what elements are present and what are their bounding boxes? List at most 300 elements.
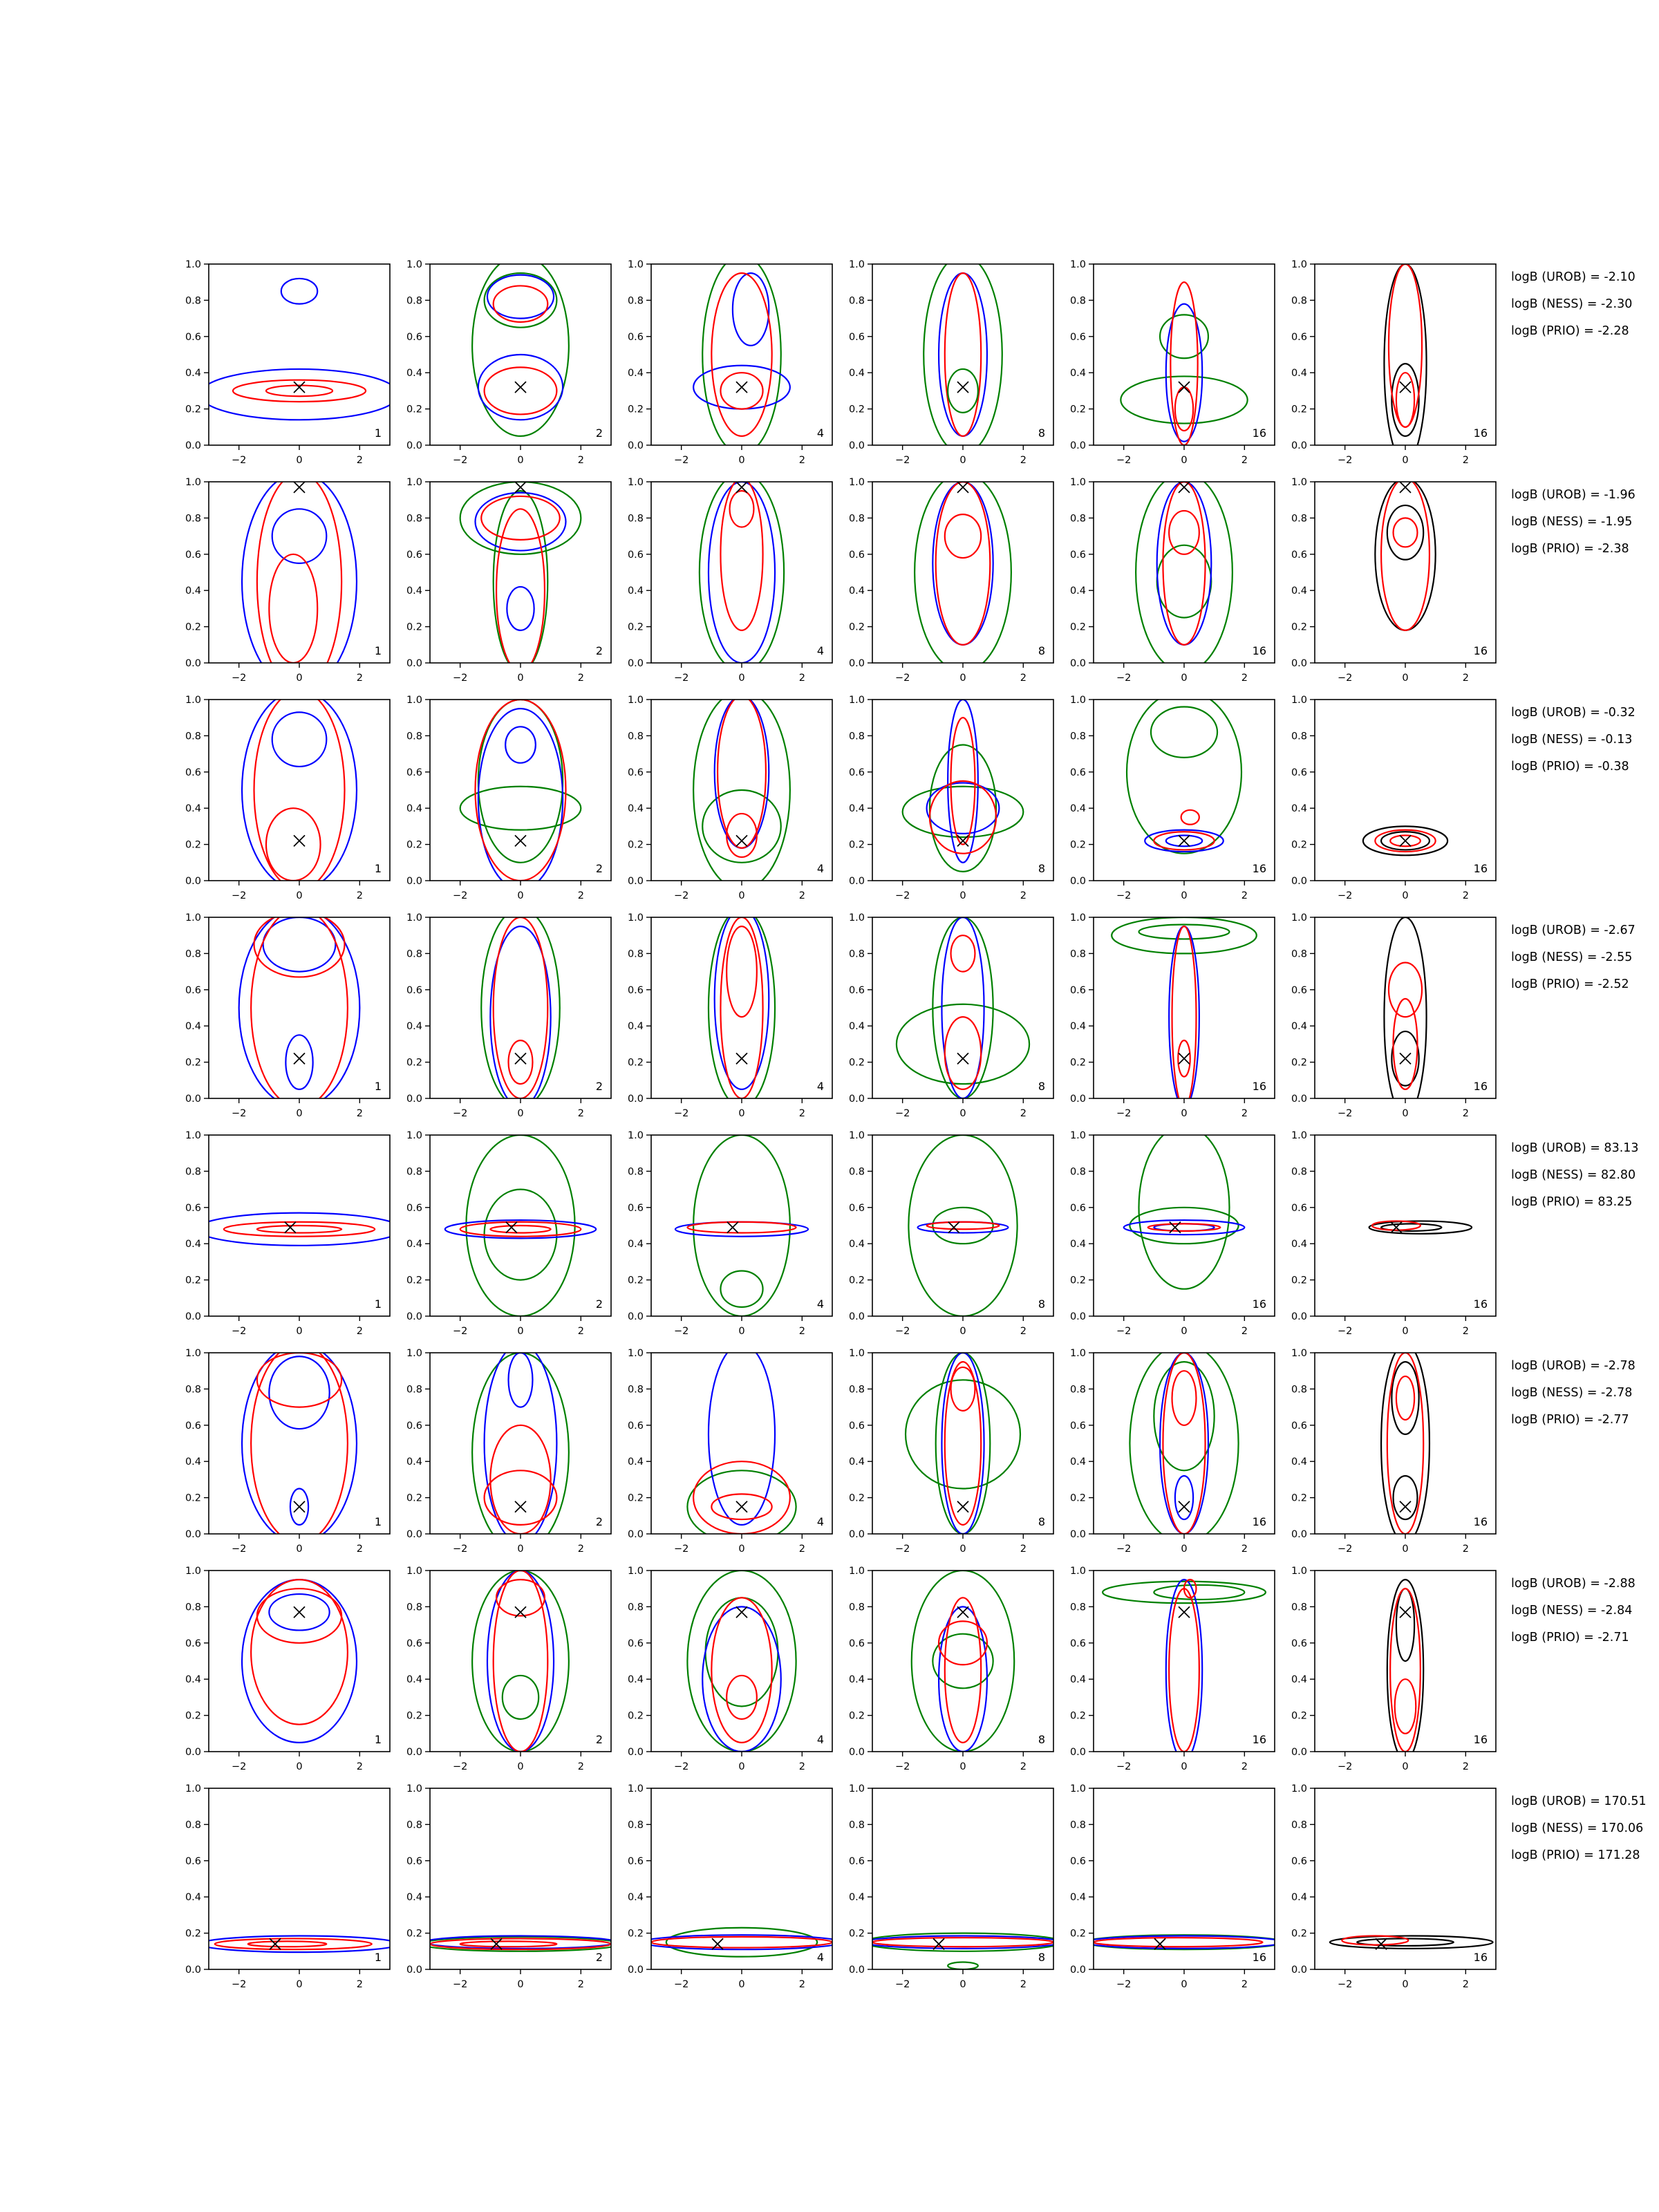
y-tick-label: 0.2 [1291,1057,1307,1069]
y-tick-label: 0.8 [848,295,865,307]
y-tick-label: 0.6 [1291,1420,1307,1432]
logB-text: logB (NESS) = -0.13 [1511,733,1633,747]
y-tick-label: 1.0 [185,1566,201,1577]
axes-frame [872,264,1053,445]
truth-marker [294,1501,305,1512]
y-tick-label: 0.2 [185,1492,201,1504]
contour-red [1389,264,1422,427]
y-tick-label: 1.0 [848,1566,865,1577]
y-tick-label: 0.4 [848,1239,865,1250]
contour-group [197,1213,402,1246]
logB-text: logB (UROB) = -2.88 [1511,1577,1635,1591]
y-tick-label: 0.4 [848,585,865,597]
contour-group [642,1928,841,1957]
y-tick-label: 1.0 [848,1783,865,1794]
x-tick-label: −2 [673,1108,689,1119]
x-tick-label: 2 [1241,455,1248,466]
contour-blue [1166,1580,1202,1761]
x-tick-label: −2 [673,673,689,684]
contour-green [472,255,569,436]
contour-red [945,1017,981,1089]
y-tick-label: 0.6 [185,767,201,778]
logB-text: logB (NESS) = -2.55 [1511,950,1633,964]
contour-red [720,917,762,1098]
x-tick-label: 2 [356,455,363,466]
y-tick-label: 0.0 [1069,658,1086,669]
contour-red [509,1040,533,1084]
y-tick-label: 0.8 [406,948,422,960]
x-tick-label: 0 [517,890,524,901]
contour-group [1103,1580,1266,1761]
y-tick-label: 0.6 [1291,1638,1307,1649]
contour-black [1394,1476,1418,1519]
y-tick-label: 0.8 [848,1819,865,1831]
contour-group [1085,1935,1284,1949]
panel-r8-c6 [1291,1783,1496,1990]
axes-frame [1315,264,1496,445]
contour-red [872,1938,1053,1947]
panel-number-label: 2 [595,1515,603,1528]
x-tick-label: 2 [577,1761,584,1772]
contour-group [863,1933,1062,1969]
y-tick-label: 0.4 [1069,1456,1086,1468]
contour-green [908,1135,1017,1316]
truth-marker [515,382,526,393]
x-tick-label: 0 [1181,1979,1188,1990]
contour-red [251,1580,348,1725]
y-tick-label: 0.4 [1291,585,1307,597]
contour-red [496,509,545,672]
panel-r3-c2 [406,695,611,901]
contour-red [1181,810,1199,825]
y-tick-label: 0.6 [1069,984,1086,996]
truth-marker [957,1501,968,1512]
axes-frame [651,917,832,1098]
contour-black [1375,478,1435,630]
y-tick-label: 0.4 [627,368,644,379]
contour-blue [200,369,399,420]
y-tick-label: 0.2 [185,839,201,851]
y-tick-label: 0.0 [406,1094,422,1105]
panel-number-label: 8 [1038,427,1045,440]
panel-number-label: 1 [374,644,382,657]
x-tick-label: −2 [1337,455,1353,466]
x-tick-label: −2 [1337,673,1353,684]
y-tick-label: 0.0 [1069,1965,1086,1976]
panel-r7-c6 [1291,1566,1496,1772]
y-tick-label: 0.0 [185,658,201,669]
x-tick-label: −2 [1116,673,1132,684]
y-tick-label: 1.0 [406,259,422,270]
contour-green [702,790,781,863]
panel-number-label: 1 [374,1080,382,1093]
y-tick-label: 0.8 [1291,1384,1307,1396]
y-tick-label: 0.6 [1069,331,1086,343]
logB-text-group [1511,1794,1647,1862]
x-tick-label: −2 [1337,1761,1353,1772]
panel-number-label: 16 [1473,862,1488,875]
panel-r6-c5 [1070,1344,1275,1555]
logB-text: logB (UROB) = -2.10 [1511,270,1635,284]
y-tick-label: 0.8 [1291,1602,1307,1613]
axes-frame [872,1135,1053,1316]
y-tick-label: 0.8 [848,731,865,742]
logB-text: logB (PRIO) = -2.28 [1511,324,1629,338]
contour-group [460,700,581,890]
panel-number-label: 2 [595,1951,603,1964]
panel-number-label: 16 [1473,1951,1488,1964]
y-tick-label: 0.4 [406,368,422,379]
logB-text-group [1511,1141,1639,1209]
x-tick-label: −2 [452,455,468,466]
panel-r5-c3 [628,1130,832,1337]
contour-blue [197,1213,402,1246]
x-tick-label: −2 [894,890,910,901]
y-tick-label: 0.8 [1069,948,1086,960]
y-tick-label: 0.8 [1069,1384,1086,1396]
x-tick-label: 0 [1181,1544,1188,1555]
y-tick-label: 0.8 [185,295,201,307]
x-tick-label: −2 [231,1761,247,1772]
y-tick-label: 0.8 [1069,1166,1086,1178]
x-tick-label: 2 [1462,1761,1469,1772]
y-tick-label: 1.0 [406,477,422,488]
x-tick-label: 0 [296,1979,303,1990]
y-tick-label: 0.6 [627,1420,644,1432]
contour-red [727,814,757,857]
x-tick-label: −2 [1337,1108,1353,1119]
panel-r4-c4 [849,912,1053,1119]
x-tick-label: 2 [1241,1979,1248,1990]
x-tick-label: −2 [452,1108,468,1119]
y-tick-label: 0.0 [848,658,865,669]
y-tick-label: 0.0 [848,1094,865,1105]
contour-blue [505,727,536,762]
y-tick-label: 0.4 [406,1239,422,1250]
logB-text: logB (PRIO) = 83.25 [1511,1195,1633,1209]
axes-frame [1094,1788,1275,1969]
panel-r7-c1 [185,1566,390,1772]
contour-red [215,1938,372,1949]
x-tick-label: 2 [577,890,584,901]
panel-number-label: 8 [1038,1297,1045,1311]
logB-text: logB (NESS) = 82.80 [1511,1168,1636,1182]
y-tick-label: 0.2 [1069,621,1086,633]
panel-r6-c4 [849,1348,1053,1555]
truth-marker [1400,1606,1411,1618]
contour-green [485,1190,557,1280]
contour-group [1112,917,1257,1107]
y-tick-label: 1.0 [1069,695,1086,706]
y-tick-label: 0.8 [848,1166,865,1178]
contour-blue [927,783,1000,834]
x-tick-label: 0 [1181,890,1188,901]
contour-red [651,1937,832,1948]
contour-group [1384,917,1426,1116]
y-tick-label: 0.4 [185,1021,201,1033]
truth-marker [736,1053,747,1064]
x-tick-label: −2 [1116,1326,1132,1337]
panel-number-label: 16 [1252,1515,1266,1528]
y-tick-label: 1.0 [627,1566,644,1577]
y-tick-label: 1.0 [406,1130,422,1141]
logB-text-group [1511,706,1635,774]
logB-text: logB (UROB) = -2.67 [1511,924,1635,937]
y-tick-label: 0.4 [627,803,644,815]
y-tick-label: 0.8 [1291,513,1307,525]
x-tick-label: −2 [231,890,247,901]
panel-r6-c6 [1291,1344,1496,1555]
contour-red [254,691,345,890]
x-tick-label: −2 [1116,1108,1132,1119]
contour-red [951,1367,975,1411]
contour-red [930,781,996,854]
y-tick-label: 0.6 [627,1855,644,1867]
contour-red [481,496,560,540]
y-tick-label: 1.0 [406,1348,422,1359]
logB-text: logB (NESS) = -1.95 [1511,515,1633,529]
contour-group [1384,264,1426,463]
y-tick-label: 0.8 [406,731,422,742]
contour-red [460,1222,581,1237]
x-tick-label: 2 [1241,673,1248,684]
y-tick-label: 0.8 [627,295,644,307]
truth-marker [294,482,305,493]
panel-number-label: 4 [816,862,824,875]
panel-number-label: 4 [816,644,824,657]
y-tick-label: 0.0 [185,1094,201,1105]
contour-black [1396,1588,1414,1661]
contour-red [1390,1588,1421,1752]
x-tick-label: 2 [356,890,363,901]
axes-frame [1094,1571,1275,1752]
panel-number-label: 2 [595,427,603,440]
logB-text: logB (PRIO) = 171.28 [1511,1848,1640,1862]
y-tick-label: 1.0 [627,1348,644,1359]
x-tick-label: 2 [1241,1761,1248,1772]
contour-green [1154,1585,1244,1600]
x-tick-label: −2 [452,1544,468,1555]
y-tick-label: 0.0 [406,440,422,451]
truth-marker [515,1501,526,1512]
panel-number-label: 16 [1252,1951,1266,1964]
truth-marker [1400,1501,1411,1512]
x-tick-label: 2 [577,455,584,466]
y-tick-label: 0.4 [1069,1239,1086,1250]
logB-text-group [1511,488,1635,556]
x-tick-label: 0 [296,455,303,466]
x-tick-label: 0 [296,673,303,684]
x-tick-label: 2 [1020,1979,1027,1990]
y-tick-label: 0.6 [1069,1420,1086,1432]
contour-group [709,908,775,1107]
y-tick-label: 0.0 [1069,876,1086,887]
contour-red [490,1425,550,1534]
y-tick-label: 0.2 [848,621,865,633]
truth-marker [1400,382,1411,393]
panel-r2-c2 [406,477,611,684]
contour-green [700,473,784,672]
panel-number-label: 4 [816,1515,824,1528]
y-tick-label: 1.0 [185,912,201,924]
contour-blue [939,1606,987,1752]
panel-r1-c6 [1291,259,1496,466]
contour-green [1121,376,1247,423]
x-tick-label: −2 [894,455,910,466]
panel-r1-c4 [849,255,1053,466]
y-tick-label: 0.6 [1069,1202,1086,1214]
panel-number-label: 16 [1473,644,1488,657]
panel-number-label: 1 [374,1733,382,1746]
y-tick-label: 0.0 [848,1529,865,1540]
x-tick-label: −2 [894,1108,910,1119]
y-tick-label: 0.8 [1069,1602,1086,1613]
contour-red [1148,1224,1221,1230]
y-tick-label: 0.2 [1291,404,1307,415]
logB-text: logB (NESS) = -2.78 [1511,1386,1633,1400]
logB-text: logB (PRIO) = -2.77 [1511,1413,1629,1427]
y-tick-label: 1.0 [627,477,644,488]
y-tick-label: 1.0 [1069,1348,1086,1359]
y-tick-label: 0.4 [627,1892,644,1904]
contour-green [472,1353,569,1552]
y-tick-label: 0.2 [1069,404,1086,415]
axes-frame [430,1788,611,1969]
contour-green [906,1380,1020,1488]
contour-group [915,473,1011,672]
truth-marker [506,1222,517,1233]
y-tick-label: 0.2 [1069,1492,1086,1504]
y-tick-label: 0.6 [406,767,422,778]
contour-group [903,700,1024,872]
truth-marker [1179,1606,1190,1618]
contour-blue [715,696,769,848]
panel-r5-c4 [849,1130,1053,1337]
truth-marker [736,835,747,846]
x-tick-label: −2 [1337,1326,1353,1337]
y-tick-label: 0.0 [627,440,644,451]
y-tick-label: 1.0 [1291,1130,1307,1141]
panel-r7-c2 [406,1566,611,1772]
panel-number-label: 8 [1038,862,1045,875]
contour-red [718,696,766,848]
x-tick-label: 2 [1462,890,1469,901]
y-tick-label: 0.0 [848,1965,865,1976]
contour-green [932,1208,993,1244]
truth-marker [948,1222,959,1233]
x-tick-label: 0 [1181,673,1188,684]
y-tick-label: 1.0 [1291,1566,1307,1577]
y-tick-label: 0.4 [185,585,201,597]
y-tick-label: 0.2 [848,1710,865,1722]
x-tick-label: −2 [231,673,247,684]
contour-green [693,1135,790,1316]
contour-red [496,1580,545,1615]
y-tick-label: 0.6 [848,1638,865,1649]
y-tick-label: 0.8 [848,513,865,525]
y-tick-label: 0.4 [1069,1892,1086,1904]
x-tick-label: 2 [1462,1326,1469,1337]
y-tick-label: 0.0 [627,1965,644,1976]
logB-text-group [1511,1577,1635,1644]
y-tick-label: 0.0 [1291,1747,1307,1758]
contour-green [1136,473,1232,672]
panel-number-label: 16 [1252,1733,1266,1746]
y-tick-label: 0.6 [848,549,865,561]
x-tick-label: −2 [452,1326,468,1337]
x-tick-label: 0 [517,1761,524,1772]
x-tick-label: 0 [1402,455,1409,466]
y-tick-label: 0.2 [627,1710,644,1722]
y-tick-label: 0.8 [185,1166,201,1178]
contour-red [485,367,557,414]
contour-red [945,514,981,558]
y-tick-label: 0.4 [627,1674,644,1686]
contour-blue [709,482,775,663]
panel-r6-c3 [628,1344,832,1555]
contour-blue [263,917,336,972]
y-tick-label: 0.6 [185,1855,201,1867]
contour-red [945,273,981,436]
panel-number-label: 4 [816,1951,824,1964]
y-tick-label: 0.6 [627,767,644,778]
contour-red [1169,511,1199,554]
y-tick-label: 0.4 [406,1456,422,1468]
contour-red [233,380,366,402]
contour-red [460,1941,557,1947]
panel-r8-c5 [1070,1783,1284,1990]
y-tick-label: 0.4 [627,1021,644,1033]
contour-green [478,700,563,863]
panel-r1-c1 [185,259,399,466]
y-tick-label: 1.0 [848,1130,865,1141]
x-tick-label: 0 [1402,1108,1409,1119]
x-tick-label: 0 [1402,673,1409,684]
contour-red [257,1353,341,1407]
panel-number-label: 8 [1038,644,1045,657]
y-tick-label: 1.0 [627,1130,644,1141]
panel-r5-c1 [185,1130,402,1337]
y-tick-label: 0.2 [627,404,644,415]
x-tick-label: 2 [1020,1761,1027,1772]
panel-r3-c4 [849,695,1053,901]
y-tick-label: 1.0 [1069,477,1086,488]
x-tick-label: 2 [1020,1544,1027,1555]
contour-blue [242,473,357,690]
panel-number-label: 16 [1473,427,1488,440]
x-tick-label: 2 [356,673,363,684]
x-tick-label: 0 [517,1544,524,1555]
y-tick-label: 0.6 [1291,549,1307,561]
y-tick-label: 0.2 [185,1928,201,1940]
y-tick-label: 0.8 [1069,295,1086,307]
y-tick-label: 1.0 [627,695,644,706]
x-tick-label: 0 [959,455,966,466]
x-tick-label: −2 [452,1761,468,1772]
y-tick-label: 0.8 [406,1384,422,1396]
panel-r2-c3 [628,473,832,684]
axes-frame [1315,482,1496,663]
panel-r6-c1 [185,1344,390,1555]
contour-blue [272,712,327,767]
contour-black [1330,1936,1493,1949]
y-tick-label: 0.4 [406,1674,422,1686]
contour-blue [487,275,554,319]
x-tick-label: 0 [959,1544,966,1555]
contour-blue [239,908,360,1107]
contour-red [727,1676,757,1719]
contour-group [1375,478,1435,630]
